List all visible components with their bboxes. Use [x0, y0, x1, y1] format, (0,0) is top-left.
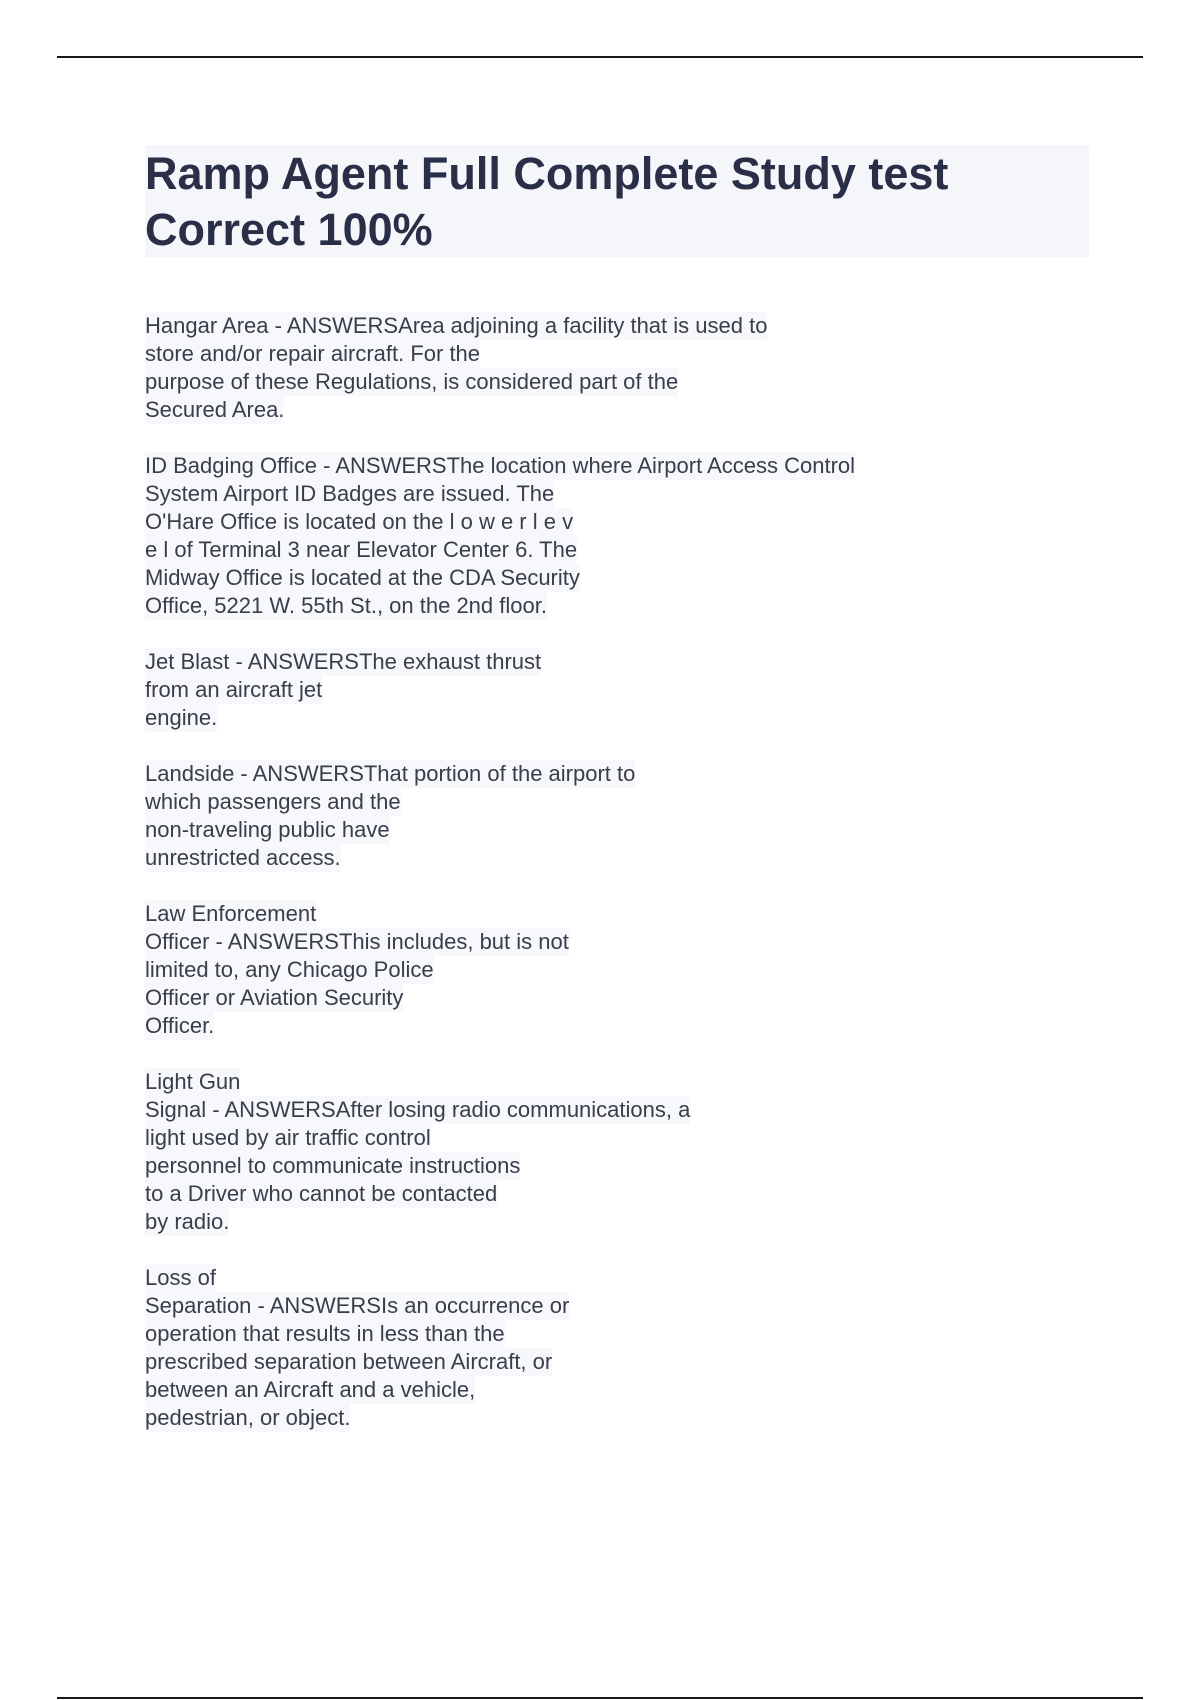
entry-line: between an Aircraft and a vehicle, — [145, 1377, 476, 1402]
document-title — [145, 146, 1089, 258]
entry-line: O'Hare Office is located on the l o w e r l e v — [145, 509, 574, 534]
entry-line: non-traveling public have — [145, 817, 390, 842]
entry-line: by radio. — [145, 1209, 230, 1234]
entry-line: store and/or repair aircraft. For the — [145, 341, 481, 366]
entry-jet-blast — [145, 648, 1045, 732]
entry-line: purpose of these Regulations, is considered part of the — [145, 369, 679, 394]
entry-line: Office, 5221 W. 55th St., on the 2nd floor. — [145, 593, 547, 618]
entry-light-gun-signal — [145, 1068, 1045, 1236]
entry-line: Officer - ANSWERSThis includes, but is not — [145, 929, 569, 954]
entry-line: Landside - ANSWERSThat portion of the airport to — [145, 761, 636, 786]
title-line: Ramp Agent Full Complete Study test — [145, 148, 949, 199]
title-line: Correct 100% — [145, 204, 433, 255]
entry-line: to a Driver who cannot be contacted — [145, 1181, 498, 1206]
entry-line: Separation - ANSWERSIs an occurrence or — [145, 1293, 570, 1318]
entry-line: from an aircraft jet — [145, 677, 323, 702]
entry-line: pedestrian, or object. — [145, 1405, 351, 1430]
entry-line: ID Badging Office - ANSWERSThe location where Airport Access Control — [145, 453, 856, 478]
entry-line: Secured Area. — [145, 397, 285, 422]
entry-line: Loss of — [145, 1265, 216, 1290]
entry-line: light used by air traffic control — [145, 1125, 431, 1150]
entry-line: Officer or Aviation Security — [145, 985, 404, 1010]
entry-hangar-area — [145, 312, 1045, 424]
entry-line: prescribed separation between Aircraft, or — [145, 1349, 553, 1374]
entry-line: Officer. — [145, 1013, 215, 1038]
entry-line: unrestricted access. — [145, 845, 341, 870]
entry-line: personnel to communicate instructions — [145, 1153, 521, 1178]
entry-line: engine. — [145, 705, 218, 730]
entry-line: e l of Terminal 3 near Elevator Center 6. The — [145, 537, 578, 562]
entry-line: which passengers and the — [145, 789, 401, 814]
top-rule — [57, 56, 1143, 58]
entry-line: Jet Blast - ANSWERSThe exhaust thrust — [145, 649, 542, 674]
entry-loss-of-separation — [145, 1264, 1045, 1432]
entry-line: Midway Office is located at the CDA Security — [145, 565, 580, 590]
entry-id-badging-office — [145, 452, 1045, 620]
bottom-rule — [57, 1697, 1143, 1699]
glossary-entries — [145, 312, 1045, 1460]
entry-line: System Airport ID Badges are issued. The — [145, 481, 555, 506]
entry-line: Law Enforcement — [145, 901, 317, 926]
entry-line: limited to, any Chicago Police — [145, 957, 434, 982]
entry-line: Light Gun — [145, 1069, 241, 1094]
entry-line: Hangar Area - ANSWERSArea adjoining a facility that is used to — [145, 313, 768, 338]
entry-landside — [145, 760, 1045, 872]
entry-line: Signal - ANSWERSAfter losing radio communications, a — [145, 1097, 691, 1122]
entry-line: operation that results in less than the — [145, 1321, 505, 1346]
entry-law-enforcement-officer — [145, 900, 1045, 1040]
